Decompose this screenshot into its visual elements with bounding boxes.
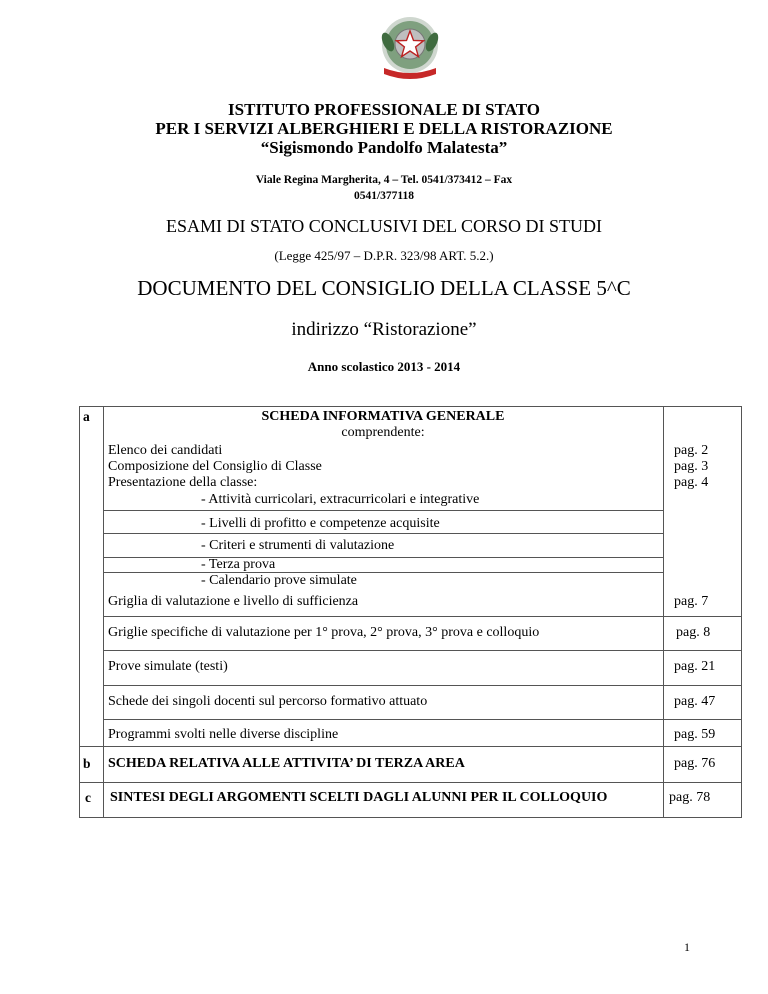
- toc-item: Griglie specifiche di valutazione per 1° prova, 2° prova, 3° prova e colloquio: [108, 625, 540, 640]
- section-a-letter: a: [83, 409, 90, 424]
- section-b-title: SCHEDA RELATIVA ALLE ATTIVITA’ DI TERZA AREA: [108, 756, 465, 771]
- exam-title: ESAMI DI STATO CONCLUSIVI DEL CORSO DI STUDI: [165, 216, 603, 236]
- school-address: Viale Regina Margherita, 4 – Tel. 0541/373412 – Fax: [255, 174, 513, 186]
- toc-page: pag. 2: [674, 443, 709, 458]
- toc-item: Schede dei singoli docenti sul percorso formativo attuato: [108, 694, 428, 709]
- section-c-title: SINTESI DEGLI ARGOMENTI SCELTI DAGLI ALUNNI PER IL COLLOQUIO: [110, 790, 608, 805]
- toc-page: pag. 4: [674, 475, 709, 490]
- toc-item: Composizione del Consiglio di Classe: [108, 459, 322, 474]
- page-number: 1: [684, 940, 690, 954]
- italian-republic-emblem: [374, 12, 446, 84]
- toc-sub-item: - Criteri e strumenti di valutazione: [201, 538, 395, 553]
- toc-sub-item: - Attività curricolari, extracurricolari e integrative: [201, 492, 480, 507]
- section-a-title: SCHEDA INFORMATIVA GENERALE: [261, 409, 505, 424]
- toc-item: Elenco dei candidati: [108, 443, 223, 458]
- school-fax: 0541/377118: [353, 190, 415, 202]
- toc-page: pag. 78: [669, 790, 711, 805]
- toc-item: Griglia di valutazione e livello di sufficienza: [108, 594, 359, 609]
- section-a-subtitle: comprendente:: [341, 425, 425, 440]
- toc-table: [79, 406, 742, 818]
- school-name-line3: “Sigismondo Pandolfo Malatesta”: [260, 138, 508, 157]
- toc-sub-item: - Calendario prove simulate: [201, 573, 357, 588]
- toc-page: pag. 8: [676, 625, 711, 640]
- toc-page: pag. 47: [674, 694, 716, 709]
- school-name-line1: ISTITUTO PROFESSIONALE DI STATO: [228, 100, 540, 119]
- toc-item: Presentazione della classe:: [108, 475, 258, 490]
- toc-sub-item: - Terza prova: [201, 557, 276, 572]
- toc-item: Prove simulate (testi): [108, 659, 228, 674]
- toc-page: pag. 3: [674, 459, 709, 474]
- toc-item: Programmi svolti nelle diverse discipline: [108, 727, 339, 742]
- school-name-line2: PER I SERVIZI ALBERGHIERI E DELLA RISTORAZIONE: [155, 119, 613, 138]
- toc-page: pag. 59: [674, 727, 716, 742]
- indirizzo: indirizzo “Ristorazione”: [291, 319, 477, 340]
- toc-page: pag. 76: [674, 756, 716, 771]
- law-reference: (Legge 425/97 – D.P.R. 323/98 ART. 5.2.): [274, 248, 494, 263]
- document-title: DOCUMENTO DEL CONSIGLIO DELLA CLASSE 5^C: [137, 276, 631, 300]
- toc-sub-item: - Livelli di profitto e competenze acquisite: [201, 516, 440, 531]
- school-year: Anno scolastico 2013 - 2014: [307, 359, 461, 374]
- toc-page: pag. 21: [674, 659, 716, 674]
- toc-page: pag. 7: [674, 594, 709, 609]
- section-b-letter: b: [83, 756, 91, 771]
- section-c-letter: c: [85, 790, 91, 805]
